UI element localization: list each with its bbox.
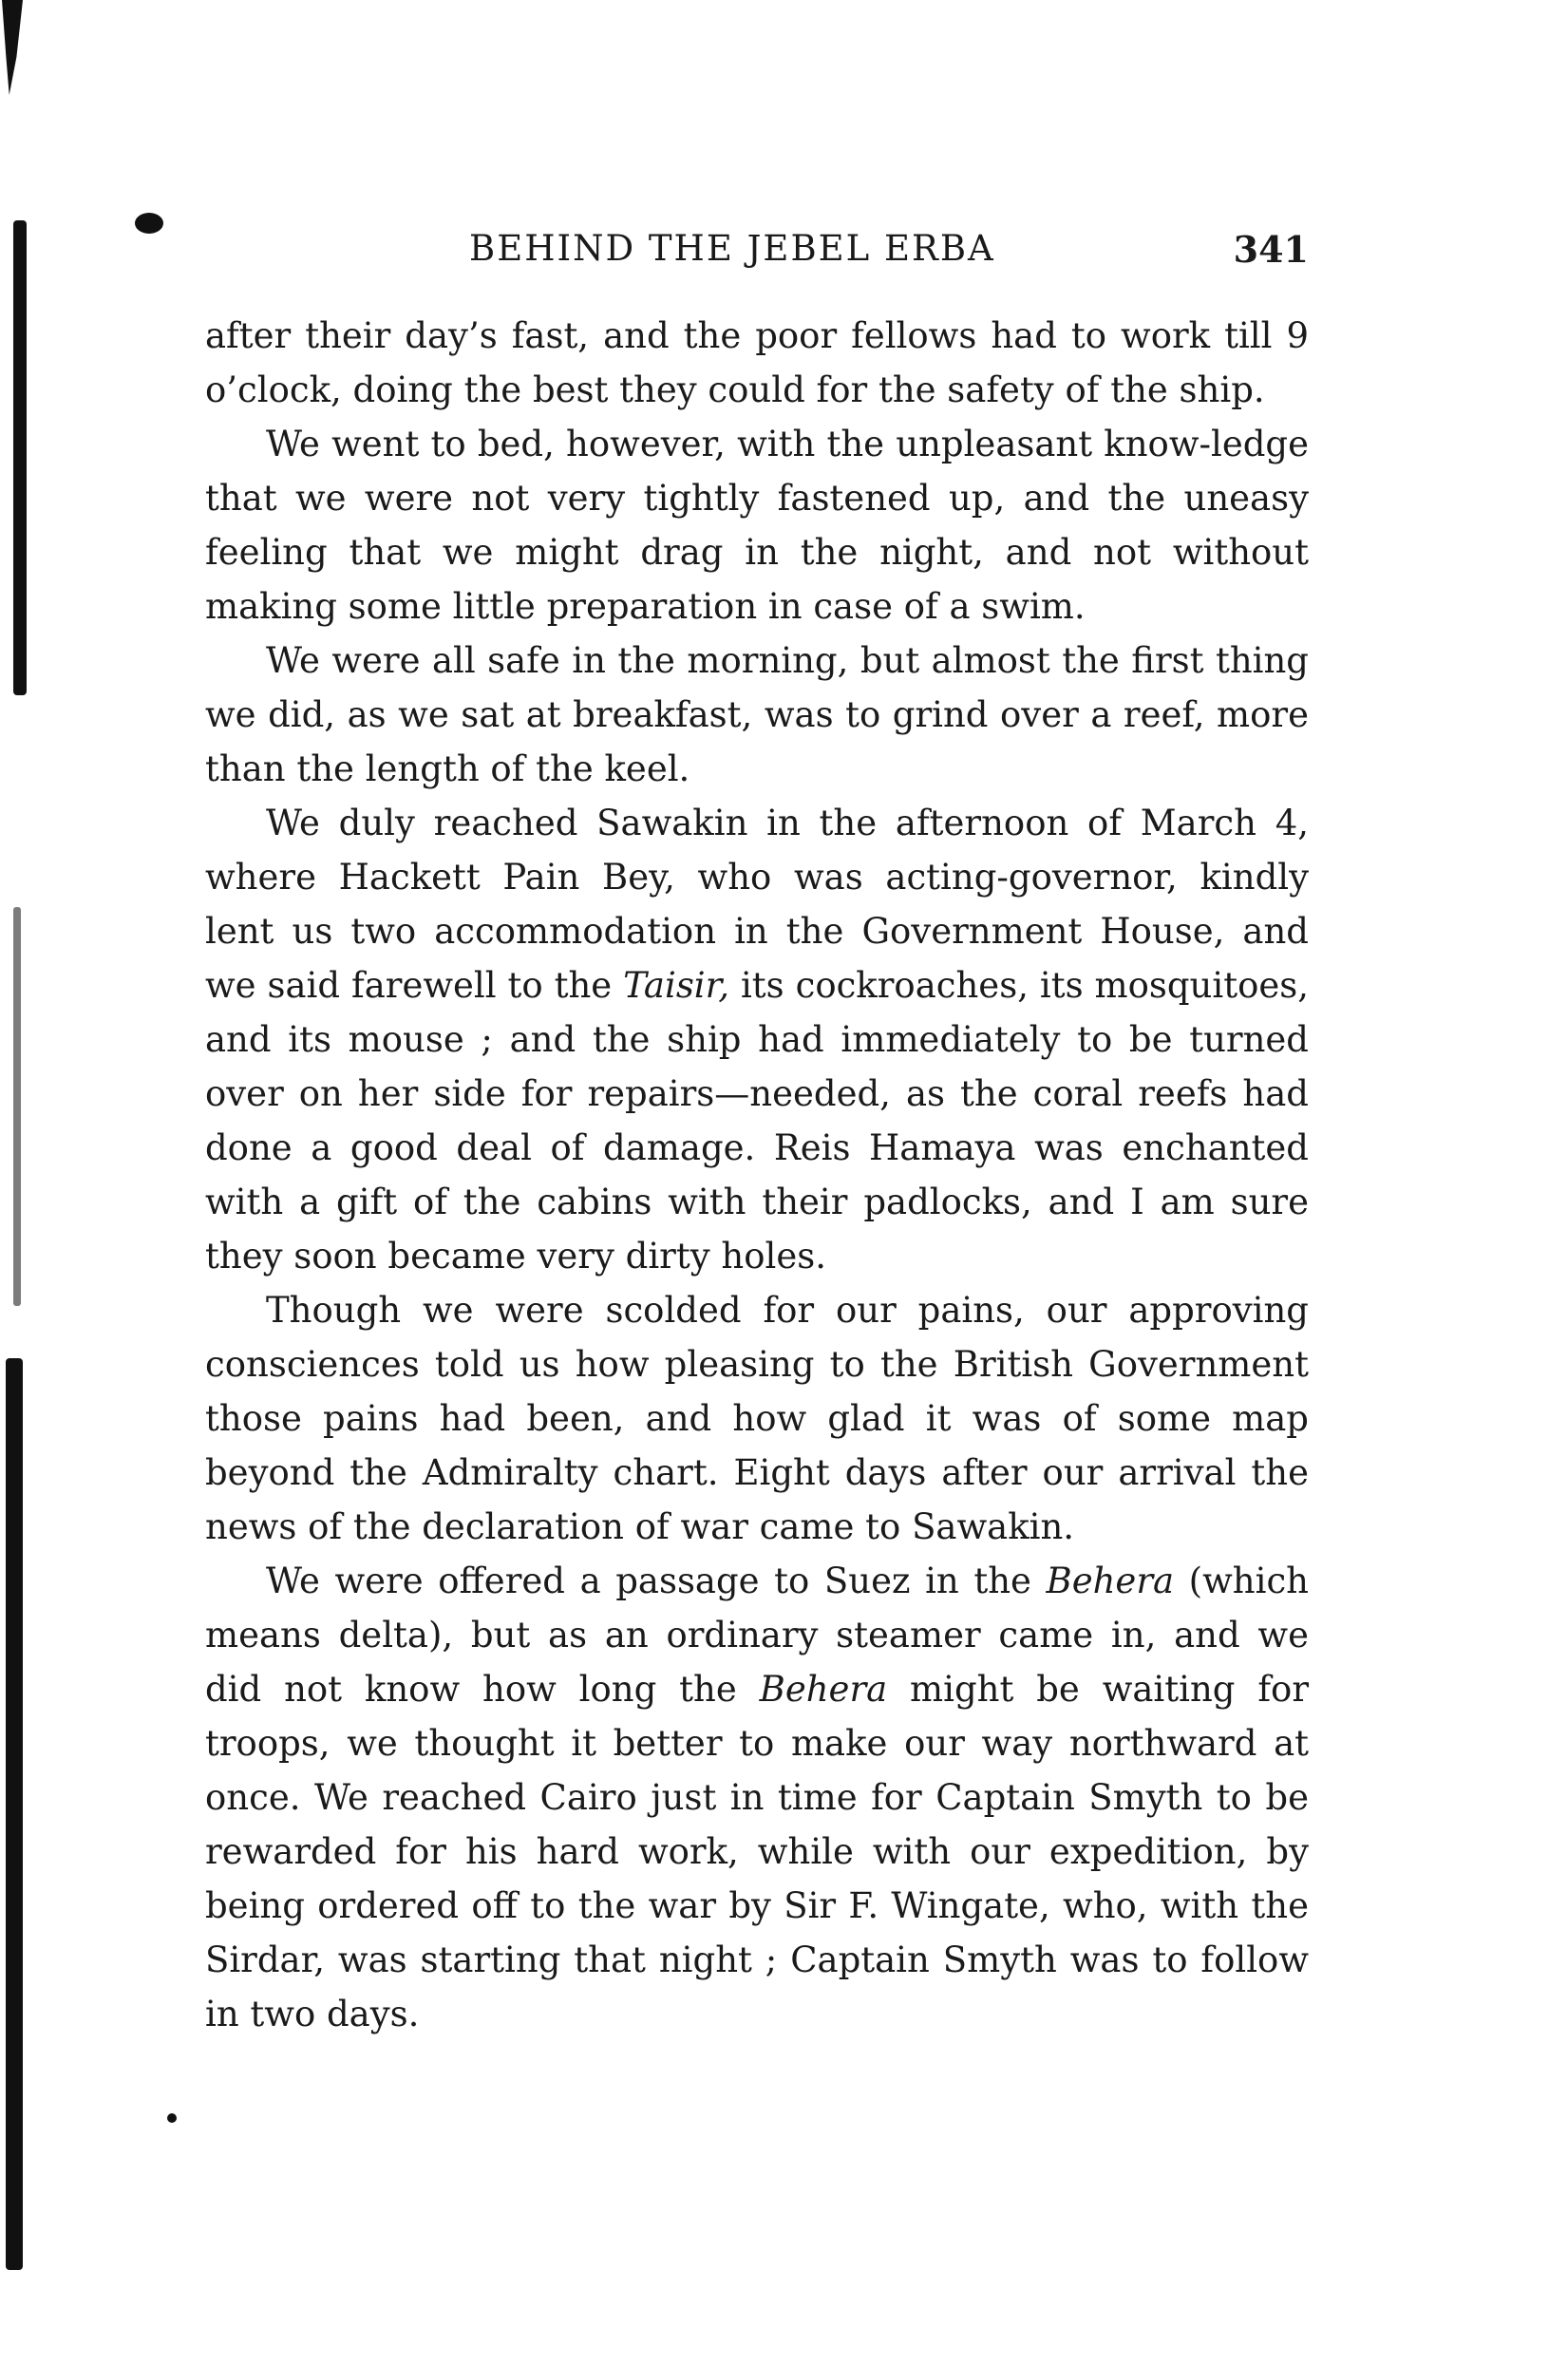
running-title: BEHIND THE JEBEL ERBA	[469, 228, 995, 269]
paragraph	[205, 1283, 1309, 1554]
text-span: We were all safe in the morning, but almost the first thing we did, as we sat at breakfast, was to grind over a reef, more than the length of the keel.	[205, 640, 1309, 789]
paragraph	[205, 796, 1309, 1283]
text-span: (which means delta), but as an ordinary steamer came in, and we did not know how long the	[205, 1561, 1309, 1710]
text-span: after their day’s fast, and the poor fellows had to work till 9 o’clock, doing the best they could for the safety of the ship.	[205, 315, 1309, 410]
scan-edge-mark	[2, 0, 23, 95]
text-span: We were offered a passage to Suez in the	[266, 1561, 1047, 1601]
paragraph	[205, 634, 1309, 796]
ship-name: Taisir,	[623, 965, 730, 1006]
ship-name: Behera	[1046, 1561, 1175, 1601]
page-number: 341	[1233, 228, 1309, 271]
text-span: its cockroaches, its mosquitoes, and its mouse ; and the ship had immediately to be turned over on her side for repairs—needed, as the coral reefs had done a good deal of damage. Reis Hamaya was enchanted with a gift of the cabins with their padlocks, and I am sure they soon became very dirty holes.	[205, 965, 1309, 1277]
paragraph	[205, 417, 1309, 634]
ship-name: Behera	[759, 1669, 888, 1710]
ink-blot	[167, 2113, 177, 2123]
running-head	[205, 228, 1309, 275]
scan-edge-bar	[13, 220, 27, 695]
paragraph	[205, 1554, 1309, 2041]
text-span: We went to bed, however, with the unpleasant know-ledge that we were not very tightly fastened up, and the uneasy feeling that we might drag in the night, and not without making some little preparation in case of a swim.	[205, 424, 1309, 627]
body-text	[205, 309, 1309, 2041]
ink-blot	[135, 213, 163, 234]
text-span: might be waiting for troops, we thought it better to make our way northward at once. We reached Cairo just in time for Captain Smyth to be rewarded for his hard work, while with our expedition, by being ordered off to the war by Sir F. Wingate, who, with the Sirdar, was starting that night ; Captain Smyth was to follow in two days.	[205, 1669, 1310, 2034]
scan-edge-bar	[6, 1358, 23, 2270]
paragraph	[205, 309, 1309, 417]
scan-edge-bar	[13, 907, 21, 1306]
text-span: We duly reached Sawakin in the afternoon of March 4, where Hackett Pain Bey, who was acting-governor, kindly lent us two accommodation in the Government House, and we said farewell to the	[205, 803, 1309, 1006]
text-span: Though we were scolded for our pains, our approving consciences told us how pleasing to the British Government those pains had been, and how glad it was of some map beyond the Admiralty chart. Eight days after our arrival the news of the declaration of war came to Sawakin.	[205, 1290, 1309, 1547]
